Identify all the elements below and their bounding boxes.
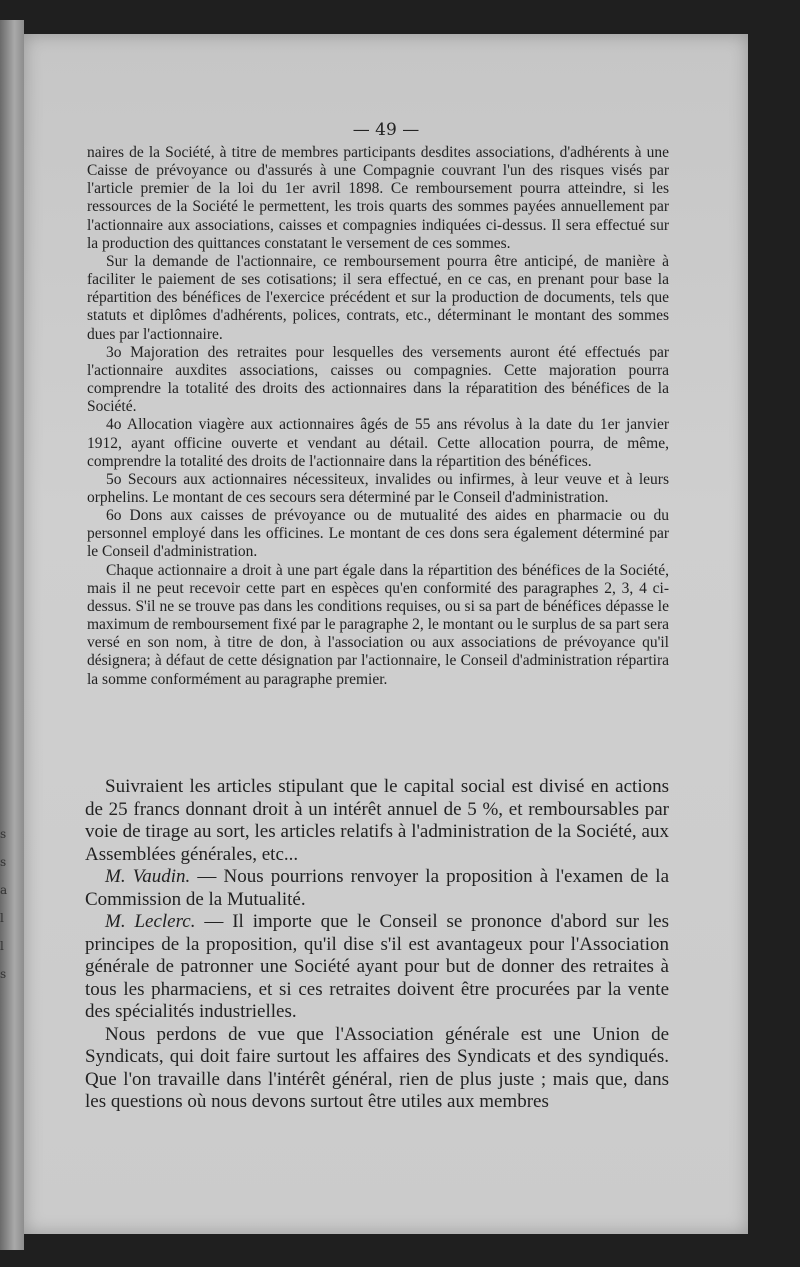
paragraph: 5o Secours aux actionnaires nécessiteux, invalides ou infirmes, à leur veuve et à leurs orphelins. Le montant de ces secours sera déterminé par le Conseil d'administration. <box>87 470 669 506</box>
paragraph: 3o Majoration des retraites pour lesquelles des versements auront été effectués par l'actionnaire auxdites associations, caisses ou compagnies. Cette majoration pourra comprendre la totalité des droits des actionnaires dans la réparatition des bénéfices de la Société. <box>87 343 669 416</box>
paragraph-text: — Il importe que le Conseil se prononce d'abord sur les principes de la proposition, qu'il dise s'il est avantageux pour l'Association générale de patronner une Société ayant pour but de donner des retraites à tous les pharmaciens, et si ces retraites doivent être procurées par la vente des spécialités industrielles. <box>85 911 669 1022</box>
adjacent-letter: l <box>0 911 4 925</box>
adjacent-page-edge <box>0 20 24 1250</box>
document-page <box>24 34 748 1234</box>
adjacent-letter: s <box>0 967 7 981</box>
adjacent-page-letters <box>0 820 12 988</box>
paragraph: 4o Allocation viagère aux actionnaires âgés de 55 ans révolus à la date du 1er janvier 1912, ayant officine ouverte et vendant au détail. Cette allocation pourra, de même, comprendre la totalité des droits de l'actionnaire dans la répartition des bénéfices. <box>87 416 669 470</box>
speaker-name: M. Leclerc. <box>105 911 196 932</box>
adjacent-letter: s <box>0 827 7 841</box>
statute-text-block <box>87 144 669 689</box>
speaker-name: M. Vaudin. <box>105 866 191 887</box>
paragraph: Sur la demande de l'actionnaire, ce remboursement pourra être anticipé, de manière à faciliter le paiement de ses cotisations; il sera effectué, en ce cas, en prenant pour base la répartition des bénéfices de l'exercice précédent et sur la production de documents, tels que statuts et diplômes d'adhérents, polices, contrats, etc., déterminant le montant des sommes dues par l'actionnaire. <box>87 252 669 343</box>
paragraph: naires de la Société, à titre de membres participants desdites associations, d'adhérents à une Caisse de prévoyance ou d'assurés à une Compagnie couvrant l'un des risques visés par l'article premier de la loi du 1er avril 1898. Ce remboursement pourra atteindre, si les ressources de la Société le permettent, les trois quarts des sommes payées annuellement par l'actionnaire aux associations, caisses et compagnies indiquées ci-dessus. Il sera effectué sur la production des quittances constatant le versement de ces sommes. <box>87 144 669 252</box>
paragraph: 6o Dons aux caisses de prévoyance ou de mutualité des aides en pharmacie ou du personnel employé dans les officines. Le montant de ces dons sera également déterminé par le Conseil d'administration. <box>87 507 669 561</box>
paragraph: Chaque actionnaire a droit à une part égale dans la répartition des bénéfices de la Société, mais il ne peut recevoir cette part en espèces qu'en conformité des paragraphes 2, 3, 4 ci-dessus. S'il ne se trouve pas dans les conditions requises, ou si sa part de bénéfices dépasse le maximum de remboursement fixé par le paragraphe 2, le montant ou le surplus de sa part sera versé en son nom, à titre de don, à l'association ou aux associations de prévoyance qu'il désignera; à défaut de cette désignation par l'actionnaire, le Conseil d'administration répartira la somme conformément au paragraphe premier. <box>87 561 669 688</box>
paragraph-text: Suivraient les articles stipulant que le capital social est divisé en actions de 25 francs donnant droit à un intérêt annuel de 5 %, et remboursables par voie de tirage au sort, les articles relatifs à l'administration de la Société, aux Assemblées générales, etc... <box>85 776 669 865</box>
adjacent-letter: l <box>0 939 4 953</box>
paragraph-text: Nous perdons de vue que l'Association générale est une Union de Syndicats, qui doit faire surtout les affaires des Syndicats et des syndiqués. Que l'on travaille dans l'intérêt général, rien de plus juste ; mais que, dans les questions où nous devons surtout être utiles aux membres <box>85 1023 669 1112</box>
paragraph-text: — Nous pourrions renvoyer la proposition à l'examen de la Commission de la Mutualité. <box>85 866 670 910</box>
paragraph <box>85 866 669 911</box>
adjacent-letter: s <box>0 855 7 869</box>
page-number: — 49 — <box>352 120 420 140</box>
paragraph <box>85 776 669 866</box>
paragraph <box>85 911 669 1024</box>
paragraph <box>85 1024 669 1114</box>
minutes-text-block <box>85 776 669 1114</box>
adjacent-letter: a <box>0 883 8 897</box>
